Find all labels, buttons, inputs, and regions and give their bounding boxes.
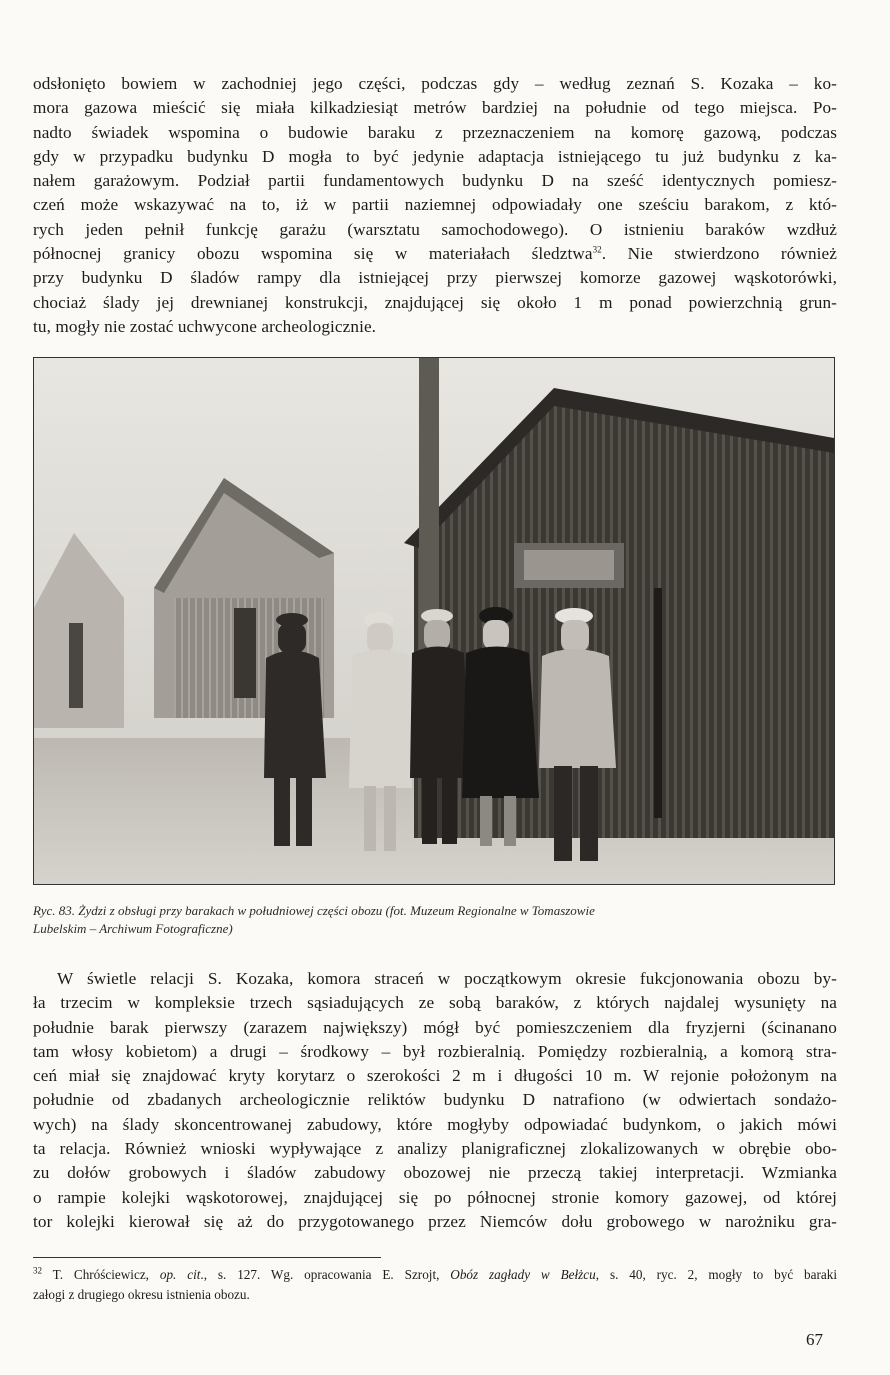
text-line <box>33 242 837 266</box>
text-fragment: T. Chróściewicz, <box>42 1267 160 1282</box>
footnote-line: załogi z drugiego okresu istnienia obozu. <box>33 1287 250 1302</box>
figure-caption <box>33 902 837 938</box>
text-line: nałem garażowym. Podział partii fundamentowych budynku D na sześć identycznych pomiesz- <box>33 171 837 191</box>
text-line: tu, mogły nie zostać uchwycone archeologicznie. <box>33 316 377 336</box>
text-line: wych) na ślady skoncentrowanej zabudowy, które mogłyby odpowiadać budynkom, o jakich mówi <box>33 1114 837 1134</box>
text-line: południe barak pierwszy (zarazem największy) mógł być pomieszczeniem dla fryzjerni (ścinanano <box>33 1017 837 1037</box>
text-fragment: Obóz zagłady w Bełżcu <box>450 1267 596 1282</box>
text-line: południe od zbadanych archeologicznie reliktów budynku D natrafiono (w odwiertach sondażo- <box>33 1090 837 1110</box>
text-line: gdy w przypadku budynku D mogła to być jedynie adaptacja istniejącego tu już budynku z ka- <box>33 146 837 166</box>
caption-line: Ryc. 83. Żydzi z obsługi przy barakach w południowej części obozu (fot. Muzeum Regionalne w Tomaszowie <box>33 903 595 918</box>
page-number: 67 <box>806 1330 823 1349</box>
footnote <box>33 1265 837 1305</box>
text-line: odsłonięto bowiem w zachodniej jego części, podczas gdy – według zeznań S. Kozaka – ko- <box>33 74 837 93</box>
text-line: W świetle relacji S. Kozaka, komora straceń w początkowym okresie fukcjonowania obozu by- <box>57 969 837 988</box>
text-line: tor kolejki kierował się aż do przygotowanego przez Niemców dołu grobowego w narożniku gra- <box>33 1211 837 1231</box>
text-line: ła trzecim w kompleksie trzech sąsiadujących ze sobą baraków, z których najdalej wysunięty na <box>33 993 837 1013</box>
text-line: chociaż ślady jej drewnianej konstrukcji, znajdującej się około 1 m ponad powierzchnią grun- <box>33 292 837 312</box>
text-line: zu dołów grobowych i śladów zabudowy obozowej nie przeczą takiej interpretacji. Wzmianka <box>33 1163 837 1183</box>
text-line: tam włosy kobietom) a drugi – środkowy – był rozbieralnią. Pomiędzy rozbieralnią, a komorą stra- <box>33 1041 837 1061</box>
footnote-line <box>33 1265 837 1285</box>
text-fragment: , s. 40, ryc. 2, mogły to być baraki <box>595 1267 838 1282</box>
footnote-divider <box>33 1257 381 1258</box>
text-line: rych jeden pełnił funkcję garażu (warsztatu samochodowego). O istnieniu baraków wzdłuż <box>33 219 837 239</box>
caption-line: Lubelskim – Archiwum Fotograficzne) <box>33 921 233 936</box>
text-line: nadto świadek wspomina o budowie baraku z przeznaczeniem na komorę gazową, podczas <box>33 122 837 142</box>
text-fragment: ., s. 127. Wg. opracowania E. Szrojt, <box>200 1267 451 1282</box>
text-line: czeń może wskazywać na to, iż w partii naziemnej odpowiadały one sześciu barakom, z któ- <box>33 195 837 215</box>
footnote-reference[interactable]: 32 <box>592 244 602 255</box>
text-fragment: op. cit <box>159 1267 201 1282</box>
text-line: o rampie kolejki wąskotorowej, znajdującej się po północnej stronie komory gazowej, od której <box>33 1187 837 1207</box>
text-fragment: północnej granicy obozu wspomina się w materiałach śledztwa <box>33 244 593 264</box>
text-line: mora gazowa mieścić się miała kilkadziesiąt metrów bardziej na południe od tego miejsca. Po- <box>33 98 837 118</box>
text-line: ta relacja. Również wnioski wypływające z analizy planigraficznej zlokalizowanych w obrębie obo- <box>33 1139 837 1159</box>
footnote-number: 32 <box>33 1265 42 1276</box>
text-line: przy budynku D śladów rampy dla istniejącej przy pierwszej komorze gazowej wąskotorówki, <box>33 268 837 288</box>
paragraph-bottom <box>33 967 837 1234</box>
historical-photograph <box>33 357 835 885</box>
photo-illustration <box>34 358 834 884</box>
text-fragment: . Nie stwierdzono również <box>601 244 837 264</box>
paragraph-top <box>33 72 837 339</box>
text-line: ceń miał się znajdować kryty korytarz o szerokości 2 m i długości 10 m. W rejonie położonym na <box>33 1066 837 1086</box>
